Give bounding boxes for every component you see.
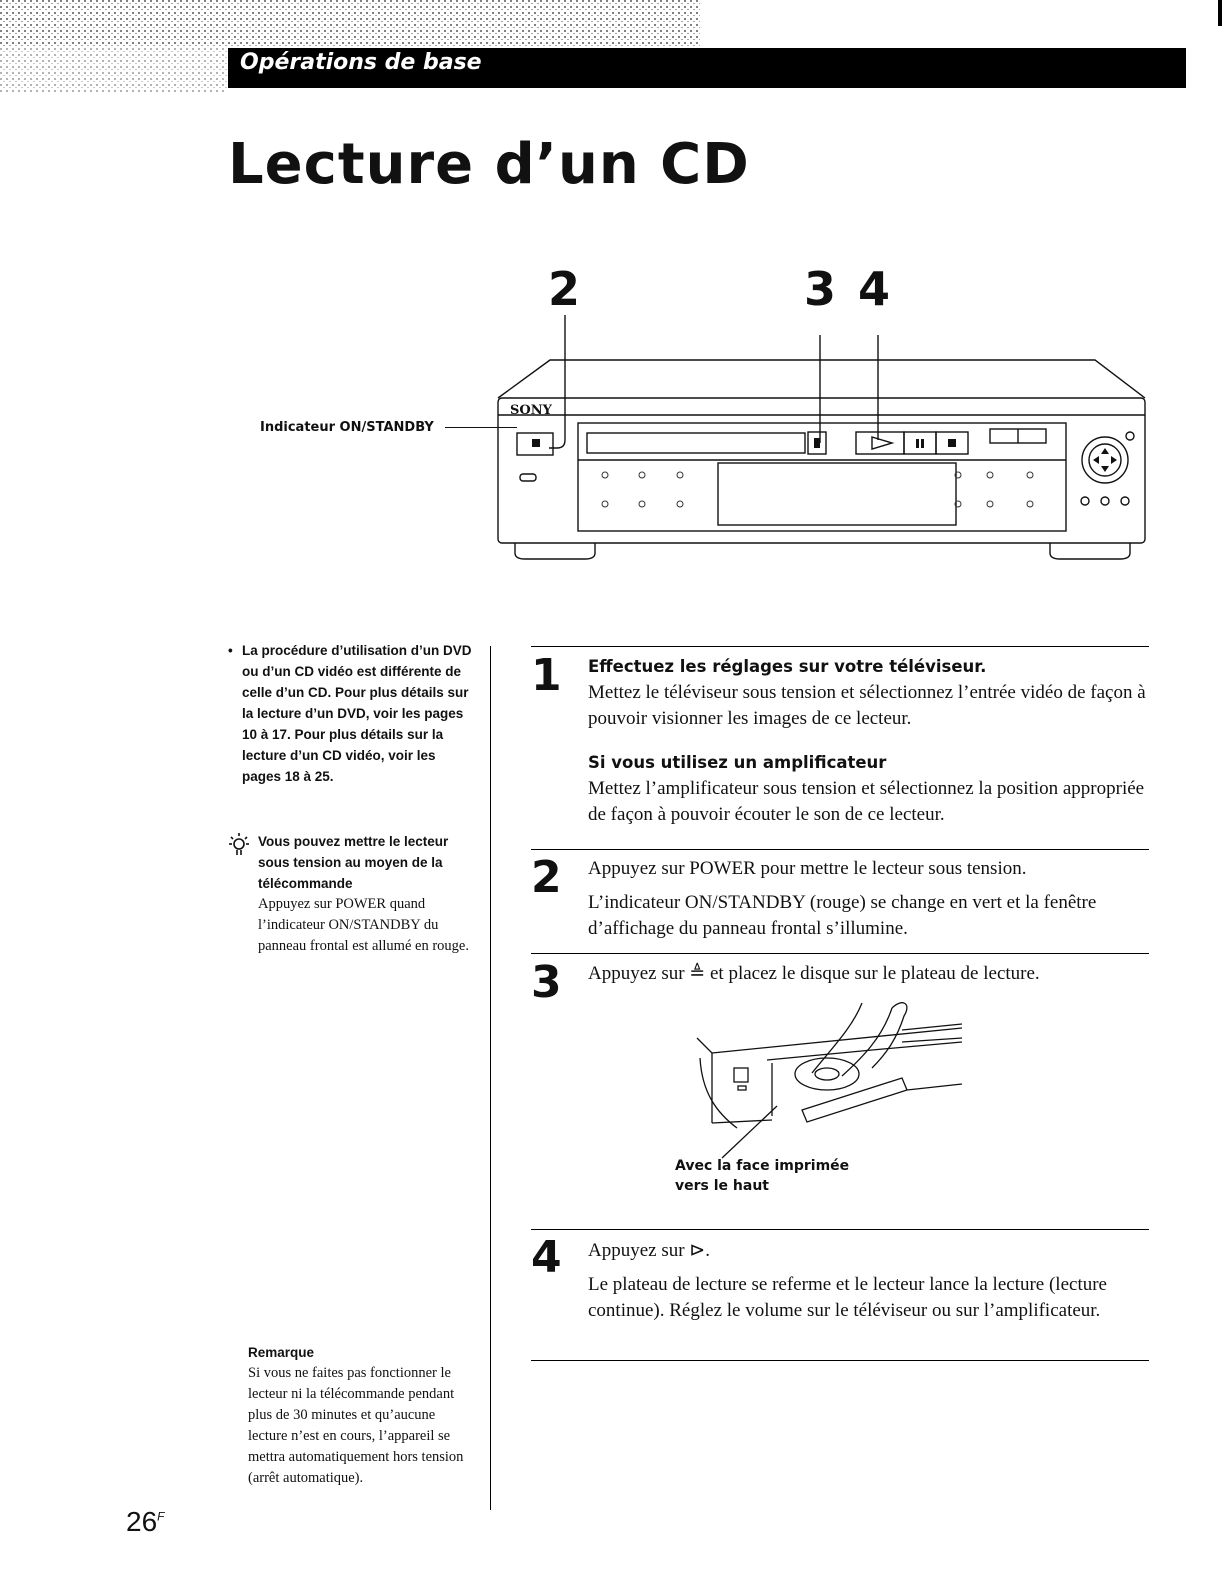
step-4-subtext: Le plateau de lecture se referme et le lecteur lance la lecture (lecture continue). Réglez le volume sur le téléviseur ou sur l’amplificateur. [588,1274,1107,1321]
indicator-label: Indicateur ON/STANDBY [260,420,434,435]
step-3-text: Appuyez sur ≜ et placez le disque sur le plateau de lecture. [588,963,1040,984]
step-divider [531,849,1149,850]
tip-title: Vous pouvez mettre le lecteur sous tension au moyen de la télécommande [258,834,449,891]
step-2-subtext: L’indicateur ON/STANDBY (rouge) se change en vert et la fenêtre d’affichage du panneau frontal s’illumine. [588,892,1097,939]
callout-4: 4 [858,262,891,316]
page-number-suffix: F [157,1509,165,1524]
step-divider [531,1360,1149,1361]
step-1-heading: Effectuez les réglages sur votre téléviseur. [588,657,987,676]
disc-caption: Avec la face imprimée vers le haut [675,1158,850,1194]
bullet-note-text: La procédure d’utilisation d’un DVD ou d’un CD vidéo est différente de celle d’un CD. Pour plus détails sur la lecture d’un DVD, voir les pages 10 à 17. Pour plus détails sur la lecture d’un CD vidéo, voir les pages 18 à 25. [242,643,472,784]
page-edge-mark [1218,0,1222,26]
step-3 [588,961,1148,987]
dvd-player-illustration [490,315,1150,595]
page-number [126,1506,165,1538]
remark-body: Si vous ne faites pas fonctionner le lecteur ni la télécommande pendant plus de 30 minutes et qu’aucune lecture n’est en cours, l’appareil se mettra automatiquement hors tension (arrêt automatique). [248,1365,464,1486]
step-2 [588,856,1148,942]
step-number-2: 2 [531,852,562,903]
step-number-4: 4 [531,1232,562,1283]
tip-body: Appuyez sur POWER quand l’indicateur ON/STANDBY du panneau frontal est allumé en rouge. [258,896,469,954]
callout-2: 2 [548,262,581,316]
callout-3: 3 [804,262,837,316]
step-divider [531,1229,1149,1230]
disc-insertion-illustration [692,998,972,1163]
lightbulb-icon [228,831,254,861]
section-title: Opérations de base [240,50,482,75]
remark-note [248,1342,473,1489]
tip-note [228,831,478,957]
page-number-value: 26 [126,1506,158,1537]
step-divider [531,953,1149,954]
brand-logo: SONY [510,403,552,418]
sidebar-notes [228,640,478,957]
step-1-subtext: Mettez l’amplificateur sous tension et sélectionnez la position appropriée de façon à pouvoir écouter le son de ce lecteur. [588,778,1145,825]
page-title: Lecture d’un CD [228,132,750,197]
step-number-1: 1 [531,650,562,701]
step-4 [588,1238,1148,1324]
bullet-note [228,640,478,787]
step-4-text: Appuyez sur ⊳. [588,1240,710,1261]
bullet-icon: • [228,643,233,658]
step-1-text: Mettez le téléviseur sous tension et sélectionnez l’entrée vidéo de façon à pouvoir visionner les images de ce lecteur. [588,682,1146,729]
column-divider [490,646,491,1510]
step-number-3: 3 [531,957,562,1008]
step-divider [531,646,1149,647]
step-1-subheading: Si vous utilisez un amplificateur [588,753,887,772]
step-2-text: Appuyez sur POWER pour mettre le lecteur sous tension. [588,858,1027,879]
step-1 [588,654,1148,828]
indicator-leader-line [445,427,517,428]
remark-title: Remarque [248,1345,315,1360]
